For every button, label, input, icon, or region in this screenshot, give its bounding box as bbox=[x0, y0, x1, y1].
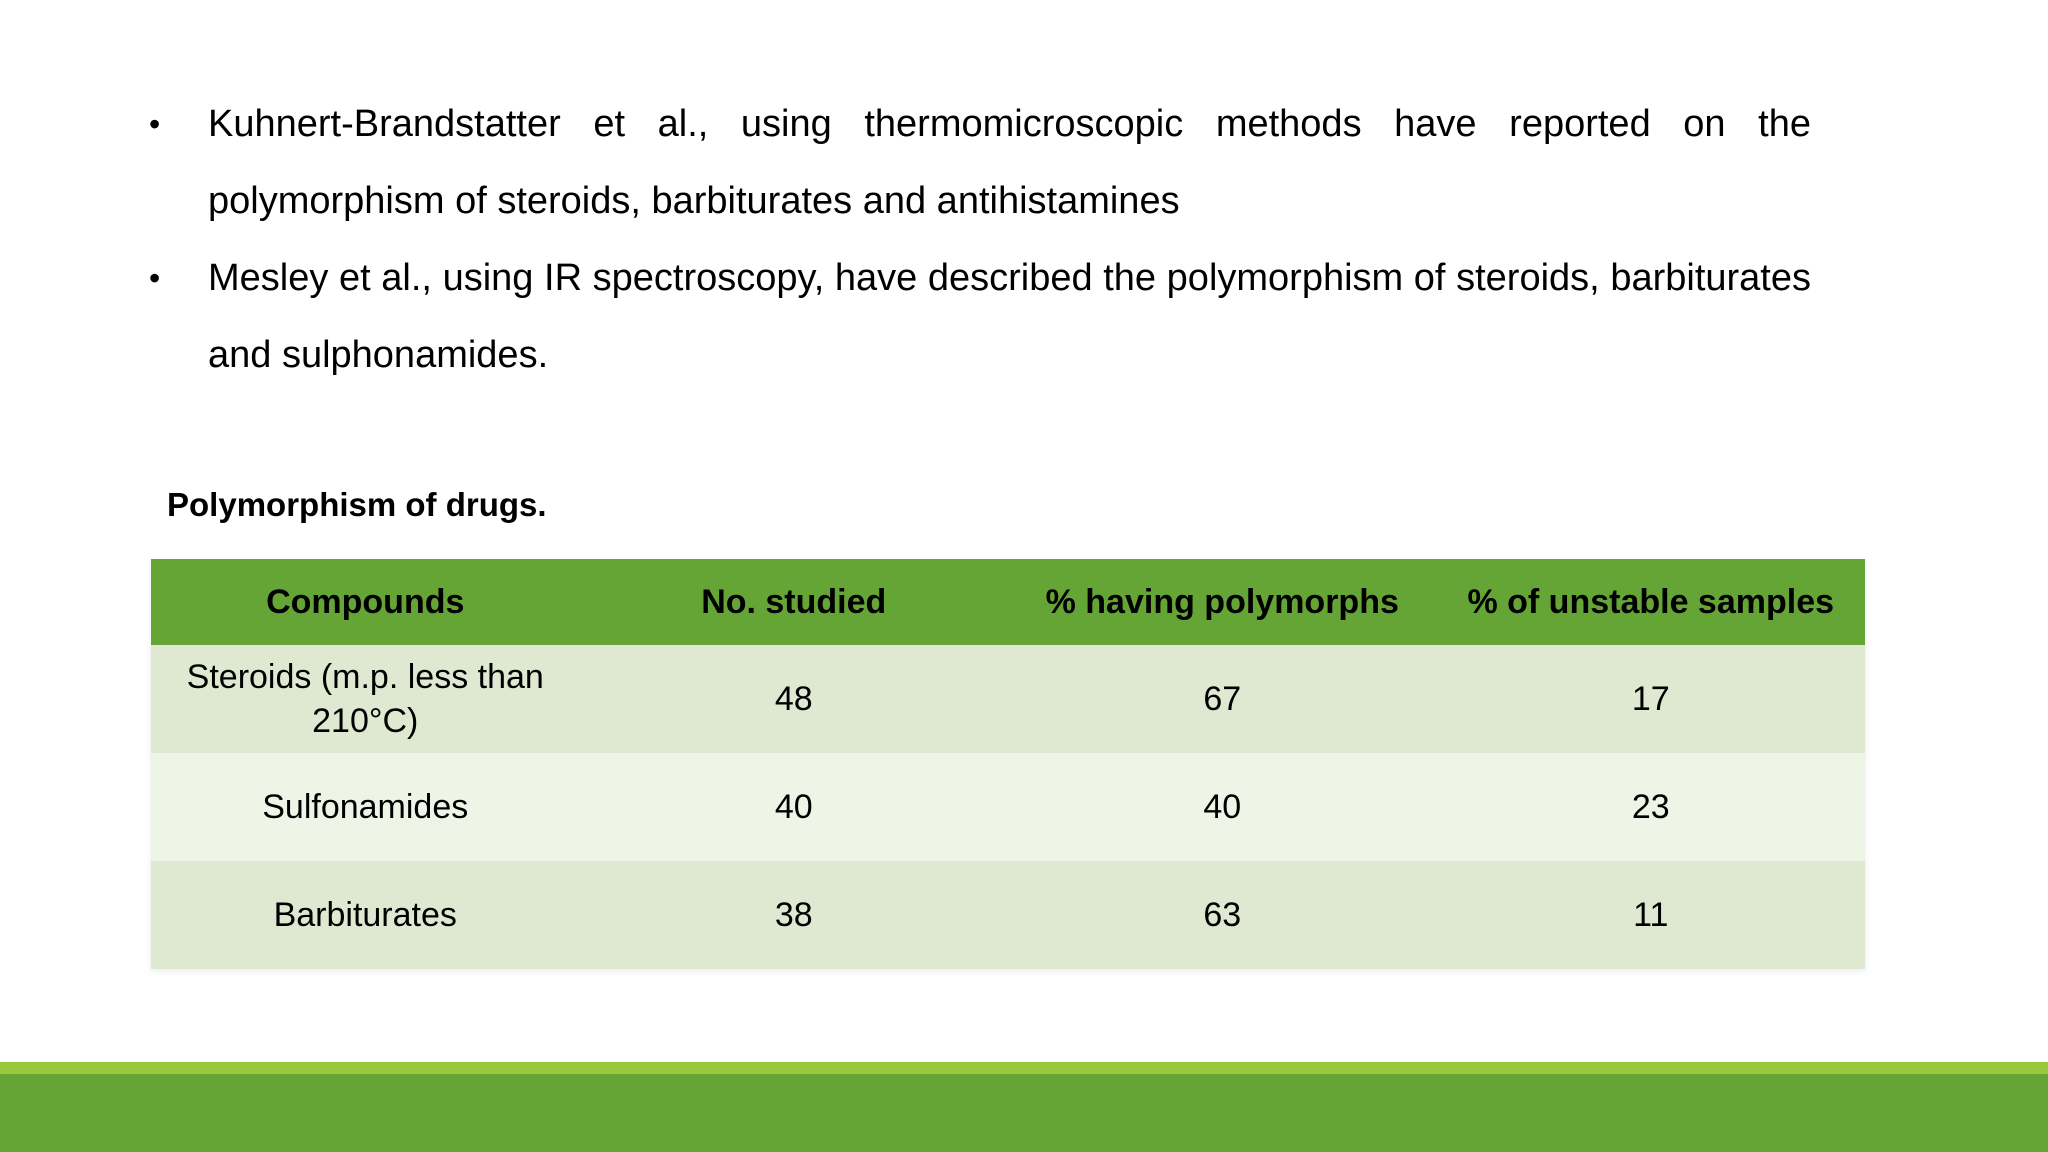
header-percent-unstable: % of unstable samples bbox=[1437, 559, 1866, 645]
header-no-studied: No. studied bbox=[580, 559, 1009, 645]
cell-compound: Steroids (m.p. less than 210°C) bbox=[151, 645, 580, 753]
cell-percent-unstable: 17 bbox=[1437, 645, 1866, 753]
table-header-row bbox=[151, 559, 1865, 645]
cell-compound: Sulfonamides bbox=[151, 753, 580, 861]
cell-no-studied: 48 bbox=[580, 645, 1009, 753]
table-row bbox=[151, 753, 1865, 861]
footer-accent-stripe bbox=[0, 1062, 2048, 1074]
table-caption: Polymorphism of drugs. bbox=[167, 486, 547, 523]
polymorphism-table bbox=[151, 559, 1865, 969]
table-row bbox=[151, 645, 1865, 753]
header-percent-polymorphs: % having polymorphs bbox=[1008, 559, 1437, 645]
table-row bbox=[151, 861, 1865, 969]
bullet-icon: • bbox=[149, 106, 161, 142]
cell-no-studied: 38 bbox=[580, 861, 1009, 969]
footer-bar bbox=[0, 1074, 2048, 1152]
bullet-text: Mesley et al., using IR spectroscopy, have described the polymorphism of steroids, barbiturates and sulphonamides. bbox=[208, 257, 1811, 376]
cell-no-studied: 40 bbox=[580, 753, 1009, 861]
bullet-text: Kuhnert-Brandstatter et al., using thermomicroscopic methods have reported on the polymorphism of steroids, barbiturates and antihistamines bbox=[208, 103, 1811, 222]
bullet-item bbox=[145, 86, 1811, 240]
cell-percent-unstable: 11 bbox=[1437, 861, 1866, 969]
cell-compound: Barbiturates bbox=[151, 861, 580, 969]
bullet-icon: • bbox=[149, 260, 161, 296]
bullet-item bbox=[145, 240, 1811, 394]
bullet-list bbox=[145, 86, 1811, 394]
cell-percent-polymorphs: 63 bbox=[1008, 861, 1437, 969]
header-compounds: Compounds bbox=[151, 559, 580, 645]
cell-percent-polymorphs: 40 bbox=[1008, 753, 1437, 861]
cell-percent-unstable: 23 bbox=[1437, 753, 1866, 861]
cell-percent-polymorphs: 67 bbox=[1008, 645, 1437, 753]
